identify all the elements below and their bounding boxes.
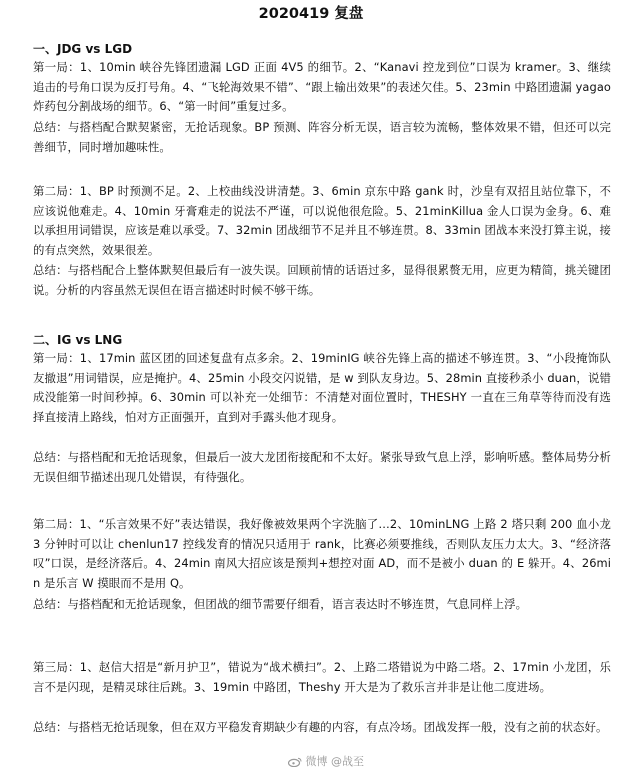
weibo-logo-icon [288, 757, 302, 767]
weibo-watermark [288, 755, 365, 769]
ig-game2-summary: 总结：与搭档配和无抢话现象，但团战的细节需要仔细看，语言表达时不够连贯，气息同样上浮。 [33, 597, 528, 611]
ig-game1-summary: 总结：与搭档配和无抢话现象，但最后一波大龙团衔接配和不太好。紧张导致气息上浮，影响听感。整体局势分析无误但细节描述出现几处错误，有待强化。 [33, 450, 611, 484]
game2-notes: 第二局：1、BP 时预测不足。2、上校曲线没讲清楚。3、6min 京东中路 gank 时，沙皇有双招且站位靠下，不应该说他难走。4、10min 牙膏难走的说法不严谨，可以说他很危险。5、21minKillua 金人口误为金身。6、难以承担用词错误，应该是难以承受。7、32min 团战细节不足并且不够连贯。8、33min 团战本来没打算主说，接的有点突然，效果很差。 [33, 184, 611, 258]
game1-summary: 总结：与搭档配合默契紧密，无抢话现象。BP 预测、阵容分析无误，语言较为流畅，整体效果不错，但还可以完善细节，同时增加趣味性。 [33, 120, 611, 154]
ig-game1-notes: 第一局：1、17min 蓝区团的回述复盘有点多余。2、19minIG 峡谷先锋上高的描述不够连贯。3、“小段掩饰队友撤退”用词错误，应是掩护。4、25min 小段交闪说错，是 w 到队友身边。5、28min 直接秒杀小 duan，说错成没能第一时间秒掉。6、30min 可以补充一处细节：不清楚对面位置时，THESHY 一直在三角草等待而没有选择直接清上路线，怕对方正面强开，直到对手露头他才现身。 [33, 351, 611, 425]
watermark-text: 微博 @战至 [305, 755, 364, 768]
ig-game3-notes: 第三局：1、赵信大招是“新月护卫”，错说为“战术横扫”。2、上路二塔错说为中路二塔。2、17min 小龙团，乐言不是闪现，是精灵球往后跳。3、19min 中路团，Theshy 开大是为了救乐言并非是让他二度进场。 [33, 660, 611, 694]
ig-game2-notes: 第二局：1、“乐言效果不好”表达错误，我好像被效果两个字洗脑了…2、10minLNG 上路 2 塔只剩 200 血小龙 3 分钟时可以让 chenlun17 控线发育的情况只适用于 rank，比赛必须要推线，否则队友压力太大。3、“经济落叹”口误，是经济落后。4、24min 南风大招应该是预判+想控对面 AD，而不是被小 duan 的 E 躲开。4、26min 是乐言 W 摸眼而不是用 Q。 [33, 517, 611, 591]
game1-notes: 第一局：1、10min 峡谷先锋团遗漏 LGD 正面 4V5 的细节。2、“Kanavi 控龙到位”口误为 kramer。3、继续追击的号角口误为反打号角。4、“飞轮海效果不错”、“跟上输出效果”的表述欠佳。5、23min 中路团遗漏 yagao 炸药包分割战场的细节。6、“第一时间”重复过多。 [33, 60, 611, 114]
document-title: 2020419 复盘 [258, 6, 364, 22]
section-heading-ig-lng: 二、IG vs LNG [33, 333, 123, 347]
ig-game3-summary: 总结：与搭档无抢话现象，但在双方平稳发育期缺少有趣的内容，有点冷场。团战发挥一般，没有之前的状态好。 [33, 720, 608, 734]
section-heading-jdg-lgd: 一、JDG vs LGD [33, 42, 133, 56]
game2-summary: 总结：与搭档配合上整体默契但最后有一波失误。回顾前情的话语过多，显得很累赘无用，应更为精简，挑关键团说。分析的内容虽然无误但在语言描述时时候不够干练。 [33, 263, 611, 297]
